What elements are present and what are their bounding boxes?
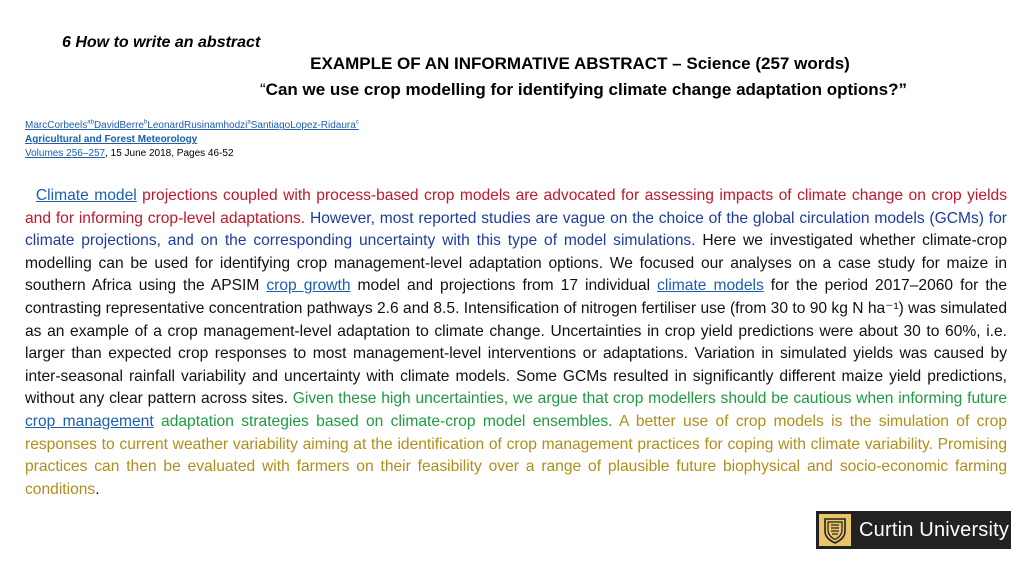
abstract-final-period: . — [95, 480, 100, 498]
climate-models-link[interactable]: climate models — [657, 277, 764, 295]
abstract-conclusion-a: Given these high uncertainties, we argue that crop modellers should be cautious when informing future — [288, 390, 1007, 408]
abstract-methods-a: Here we investigated whether climate-crop modelling can be used for identifying crop management-level adaptation options. We focused our analyses on a case study for maize in southern Africa using the APSIM — [25, 232, 1008, 295]
logo-text: Curtin University — [859, 518, 1010, 541]
abstract-methods-b: model and projections from 17 individual — [350, 277, 658, 295]
abstract-paragraph — [25, 185, 1007, 501]
volumes-link[interactable]: Volumes 256–257 — [25, 148, 106, 160]
main-title: EXAMPLE OF AN INFORMATIVE ABSTRACT – Science (257 words) — [310, 54, 850, 73]
abstract-methods-results: for the period 2017–2060 for the contrasting representative concentration pathways 2.6 and 8.5. Intensification of nitrogen fertiliser use (from 30 to 90 kg N ha⁻¹) was simulated as an example of a crop management-level adaptation to climate change. Uncertainties in crop yield predictions were about 30 to 60%, i.e. larger than expected crop responses to most management-level interventions or adaptations. Variation in simulated yields was caused by inter-seasonal rainfall variability and uncertainty with climate models. Some GCMs resulted in significantly different maize yield predictions, without any clear pattern across sites. — [25, 277, 1007, 408]
question-title — [260, 80, 907, 100]
climate-model-link[interactable]: Climate model — [35, 187, 137, 204]
curtin-university-logo — [816, 511, 1011, 549]
abstract-sentence-context: projections coupled with process-based crop models are advocated for assessing impacts of climate change on crop yields and for informing crop-level adaptations. — [25, 187, 1007, 227]
section-title: 6 How to write an abstract — [62, 34, 261, 51]
crop-management-link[interactable]: crop management — [25, 412, 154, 430]
crop-growth-link[interactable]: crop growth — [266, 277, 351, 295]
author-link-corbeels[interactable]: MarcCorbeels$^{ab}$ — [25, 120, 94, 132]
volume-line — [25, 147, 359, 161]
date-pages: , 15 June 2018, Pages 46-52 — [105, 148, 234, 160]
question-open-quote: “ — [260, 80, 266, 99]
abstract-conclusion-b: adaptation strategies based on climate-crop model ensembles. — [153, 412, 613, 430]
abstract-sentence-gap: However, most reported studies are vague on the choice of the global circulation models (GCMs) for climate projections, and on the corresponding uncertainty with this type of model simulations. — [25, 209, 1007, 250]
author-link-lopez-ridaura[interactable]: SantiagoLopez-Ridaura$^c$ — [250, 120, 359, 132]
curtin-crest-icon — [819, 514, 851, 546]
journal-link[interactable]: Agricultural and Forest Meteorology — [25, 134, 198, 146]
citation-block — [25, 116, 359, 161]
abstract-recommendation: A better use of crop models is the simulation of crop responses to current weather variability aiming at the identification of crop management practices for coping with climate variability. Promising practices can then be evaluated with farmers on their feasibility over a range of plausible future biophysical and socio-economic farming conditions — [25, 412, 1007, 498]
question-text: Can we use crop modelling for identifying climate change adaptation options?” — [265, 80, 908, 99]
author-link-berre[interactable]: DavidBerre$^b$ — [93, 120, 148, 132]
author-link-rusinamhodzi[interactable]: LeonardRusinamhodzi$^a$ — [147, 120, 251, 132]
author-list — [25, 116, 359, 133]
